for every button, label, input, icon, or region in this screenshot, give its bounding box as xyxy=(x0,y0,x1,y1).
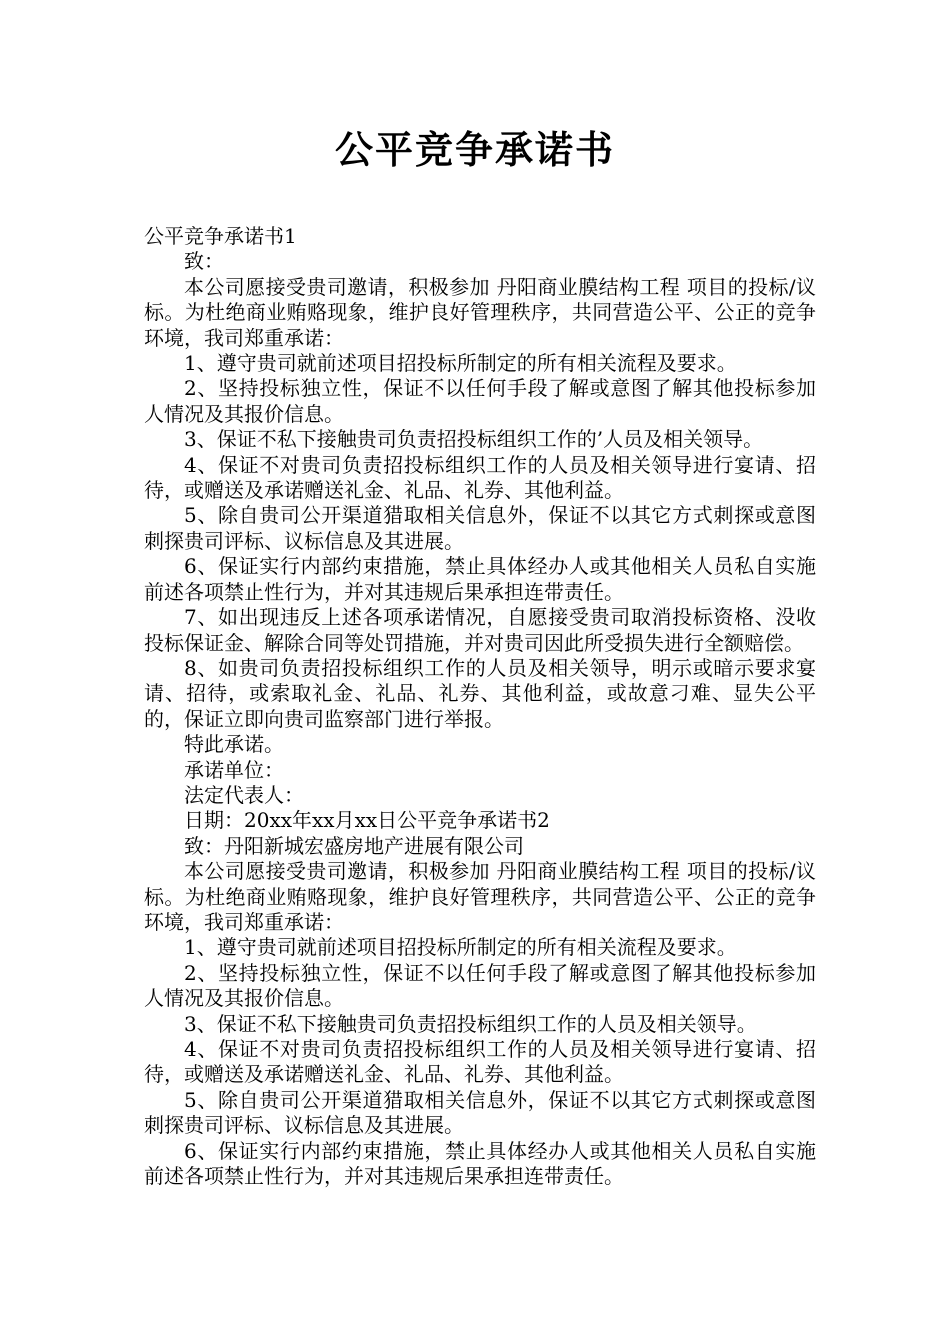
paragraph: 特此承诺。 xyxy=(184,732,284,757)
paragraph: 1、遵守贵司就前述项目招投标所制定的所有相关流程及要求。 xyxy=(184,935,737,960)
paragraph: 1、遵守贵司就前述项目招投标所制定的所有相关流程及要求。 xyxy=(184,351,737,376)
document-body xyxy=(144,224,816,1189)
paragraph: 致： xyxy=(184,249,224,274)
paragraph: 承诺单位： xyxy=(184,757,284,782)
paragraph: 日期：20xx年xx月xx日公平竞争承诺书2 xyxy=(184,808,550,833)
document-title: 公平竞争承诺书 xyxy=(334,128,615,172)
paragraph: 6、保证实行内部约束措施，禁止具体经办人或其他相关人员私自实施前述各项禁止性行为，并对其违规后果承担连带责任。 xyxy=(144,1138,816,1189)
paragraph: 法定代表人： xyxy=(184,782,304,807)
paragraph: 4、保证不对贵司负责招投标组织工作的人员及相关领导进行宴请、招待，或赠送及承诺赠送礼金、礼品、礼券、其他利益。 xyxy=(144,452,816,503)
paragraph: 8、如贵司负责招投标组织工作的人员及相关领导，明示或暗示要求宴请、招待，或索取礼金、礼品、礼券、其他利益，或故意刁难、显失公平的，保证立即向贵司监察部门进行举报。 xyxy=(144,655,816,731)
paragraph: 7、如出现违反上述各项承诺情况，自愿接受贵司取消投标资格、没收投标保证金、解除合同等处罚措施，并对贵司因此所受损失进行全额赔偿。 xyxy=(144,605,816,655)
paragraph: 本公司愿接受贵司邀请，积极参加 丹阳商业膜结构工程 项目的投标/议标。为杜绝商业贿赂现象，维护良好管理秩序，共同营造公平、公正的竞争环境，我司郑重承诺： xyxy=(144,274,816,350)
paragraph: 3、保证不私下接触贵司负责招投标组织工作的’人员及相关领导。 xyxy=(184,427,764,452)
paragraph: 5、除自贵司公开渠道猎取相关信息外，保证不以其它方式刺探或意图刺探贵司评标、议标信息及其进展。 xyxy=(144,503,816,553)
paragraph: 2、坚持投标独立性，保证不以任何手段了解或意图了解其他投标参加人情况及其报价信息。 xyxy=(144,960,816,1011)
paragraph: 2、坚持投标独立性，保证不以任何手段了解或意图了解其他投标参加人情况及其报价信息。 xyxy=(144,376,816,426)
paragraph: 5、除自贵司公开渠道猎取相关信息外，保证不以其它方式刺探或意图刺探贵司评标、议标信息及其进展。 xyxy=(144,1087,816,1138)
section-heading: 公平竞争承诺书1 xyxy=(144,224,297,248)
paragraph: 6、保证实行内部约束措施，禁止具体经办人或其他相关人员私自实施前述各项禁止性行为，并对其违规后果承担连带责任。 xyxy=(144,554,816,604)
paragraph: 致：丹阳新城宏盛房地产进展有限公司 xyxy=(184,833,524,858)
paragraph: 本公司愿接受贵司邀请，积极参加 丹阳商业膜结构工程 项目的投标/议标。为杜绝商业贿赂现象，维护良好管理秩序，共同营造公平、公正的竞争环境，我司郑重承诺： xyxy=(144,859,816,934)
paragraph: 4、保证不对贵司负责招投标组织工作的人员及相关领导进行宴请、招待，或赠送及承诺赠送礼金、礼品、礼券、其他利益。 xyxy=(144,1037,816,1087)
paragraph: 3、保证不私下接触贵司负责招投标组织工作的人员及相关领导。 xyxy=(184,1011,757,1036)
